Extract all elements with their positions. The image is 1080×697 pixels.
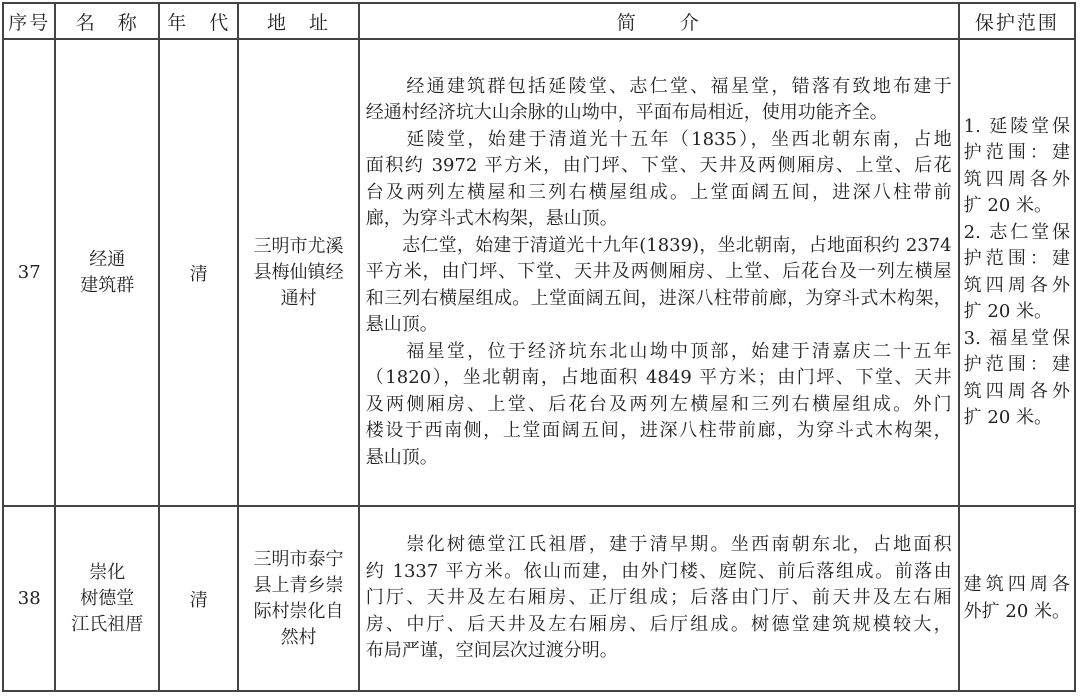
protection-line: 1. 延陵堂保 — [963, 115, 1070, 137]
description-line: 和三列右横屋组成。上堂面阔五间，进深八柱带前廊，为穿斗式木构架， — [365, 287, 952, 309]
description — [359, 39, 959, 506]
protection-line: 扩 20 米。 — [963, 195, 1052, 216]
header-era: 年 代 — [159, 3, 238, 39]
protection-line: 3. 福星堂保 — [963, 327, 1070, 349]
description-line: 楼设于西南侧，上堂面阔五间，进深八柱带前廊，为穿斗式木构架， — [365, 420, 952, 442]
heritage-table — [2, 2, 1076, 692]
protection-line: 筑四周各外 — [963, 380, 1070, 402]
protection-line: 扩 20 米。 — [963, 407, 1052, 428]
protection-line: 2. 志仁堂保 — [963, 221, 1070, 243]
address-line: 县梅仙镇经 — [253, 261, 344, 283]
description-line: （1820），坐北朝南，占地面积 4849 平方米；由门坪、下堂、天井 — [365, 367, 952, 389]
table-row — [3, 506, 1075, 691]
description-line: 平方米，由门坪、下堂、天井及两侧厢房、上堂、后花台及一列左横屋 — [365, 261, 952, 283]
address-line: 三明市泰宁 — [253, 548, 344, 570]
row-number-text: 37 — [17, 262, 41, 283]
address-line: 三明市尤溪 — [253, 235, 344, 257]
description-line: 约 1337 平方米。依山而建，由外门楼、庭院、前后落组成。前落由 — [365, 560, 952, 582]
site-name-line: 树德堂 — [80, 587, 135, 609]
site-name — [55, 39, 159, 506]
header-no: 序号 — [3, 3, 55, 39]
row-number — [3, 39, 55, 506]
description-line: 经通建筑群包括延陵堂、志仁堂、福星堂，错落有致地布建于 — [365, 75, 952, 97]
protection-line: 建筑四周各 — [963, 574, 1070, 595]
address-line: 然村 — [280, 626, 317, 648]
address-line: 通村 — [280, 287, 317, 309]
address-line: 际村崇化自 — [253, 600, 344, 622]
description-line: 经通村经济坑大山余脉的山坳中，平面布局相近，使用功能齐全。 — [365, 102, 888, 124]
protection-line: 筑四周各外 — [963, 168, 1070, 190]
row-number — [3, 506, 55, 691]
protection-line: 护范围：建 — [963, 354, 1070, 375]
protection-scope — [959, 39, 1075, 506]
description-line: 台及两列左横屋和三列右横屋组成。上堂面阔五间，进深八柱带前 — [365, 181, 952, 203]
description-line: 面积约 3972 平方米，由门坪、下堂、天井及两侧厢房、上堂、后花 — [365, 155, 952, 177]
description-line: 悬山顶。 — [365, 314, 438, 336]
row-number-text: 38 — [17, 588, 41, 609]
description-line: 悬山顶。 — [365, 446, 438, 468]
description-line: 布局严谨，空间层次过渡分明。 — [365, 640, 618, 662]
protection-line: 护范围：建 — [963, 142, 1070, 163]
protection-scope — [959, 506, 1075, 691]
header-protection: 保护范围 — [959, 3, 1075, 39]
description-line: 志仁堂，始建于清道光十九年(1839)，坐北朝南，占地面积约 2374 — [365, 234, 952, 256]
site-name — [55, 506, 159, 691]
description-line: 及两侧厢房、上堂、后花台及两列左横屋和三列右横屋组成。外门 — [365, 393, 952, 415]
description — [359, 506, 959, 691]
description-line: 延陵堂，始建于清道光十五年（1835），坐西北朝东南，占地 — [365, 128, 952, 150]
header-row — [3, 3, 1075, 39]
protection-line: 护范围：建 — [963, 248, 1070, 269]
site-name-line: 经通 — [89, 248, 126, 270]
era — [159, 39, 238, 506]
site-name-line: 江氏祖厝 — [71, 613, 144, 635]
header-name: 名 称 — [55, 3, 159, 39]
site-name-line: 建筑群 — [80, 274, 135, 296]
description-line: 崇化树德堂江氏祖厝，建于清早期。坐西南朝东北，占地面积 — [365, 534, 952, 556]
protection-line: 扩 20 米。 — [963, 301, 1052, 322]
address-line: 县上青乡崇 — [253, 574, 344, 596]
era-text: 清 — [189, 263, 208, 285]
header-address: 地 址 — [238, 3, 358, 39]
description-line: 门厅、天井及左右厢房、正厅组成；后落由门厅、前天井及左右厢 — [365, 587, 952, 609]
site-name-line: 崇化 — [89, 561, 126, 583]
era — [159, 506, 238, 691]
era-text: 清 — [189, 589, 208, 611]
description-line: 福星堂，位于经济坑东北山坳中顶部，始建于清嘉庆二十五年 — [365, 340, 952, 362]
address — [238, 506, 358, 691]
protection-line: 筑四周各外 — [963, 274, 1070, 296]
header-description: 简 介 — [359, 3, 959, 39]
description-line: 廊，为穿斗式木构架，悬山顶。 — [365, 208, 618, 230]
table-row — [3, 39, 1075, 506]
description-line: 房、中厅、后天井及左右厢房、后厅组成。树德堂建筑规模较大， — [365, 613, 952, 635]
address — [238, 39, 358, 506]
protection-line: 外扩 20 米。 — [963, 600, 1070, 622]
